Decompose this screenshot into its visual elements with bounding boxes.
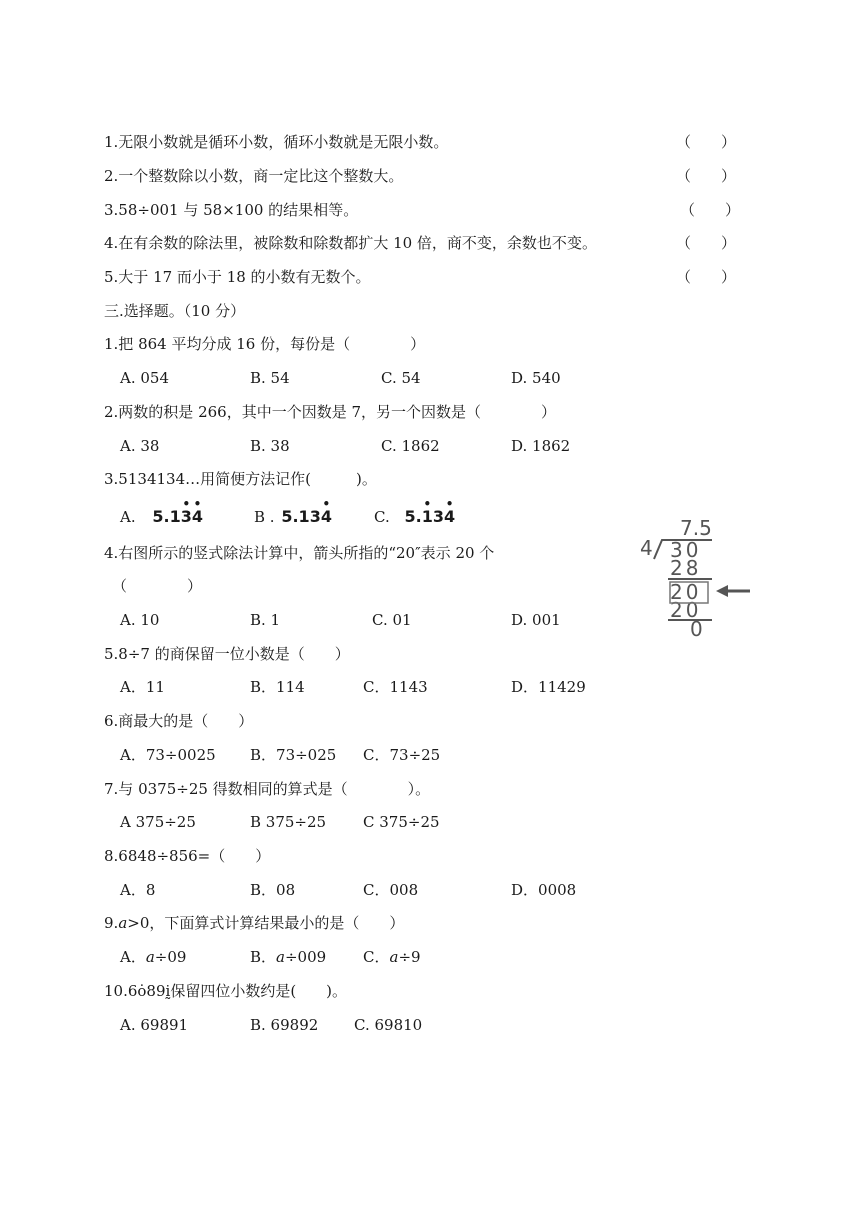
judgement-item-3: 3.58÷001 与 58×100 的结果相等。	[104, 201, 359, 219]
q1-option-a[interactable]: A. 054	[120, 369, 169, 387]
judgement-item-1: 1.无限小数就是循环小数，循环小数就是无限小数。	[104, 133, 449, 151]
q5-option-d[interactable]: D．11429	[511, 678, 586, 696]
answer-paren-4[interactable]: （ ）	[676, 234, 737, 252]
q9-option-a[interactable]: A．a÷09	[120, 948, 187, 966]
q8-option-b[interactable]: B．08	[250, 881, 296, 899]
question-2: 2.两数的积是 266，其中一个因数是 7，另一个因数是（ ）	[104, 403, 557, 421]
q3-option-b-number: 5.13 • 4	[281, 497, 332, 526]
q1-option-d[interactable]: D. 540	[511, 369, 561, 387]
q8-option-a[interactable]: A．8	[120, 881, 156, 899]
q3-option-c-label: C.	[374, 508, 390, 526]
q4-option-c[interactable]: C. 01	[372, 611, 412, 629]
question-1: 1.把 864 平均分成 16 份，每份是（ ）	[104, 335, 426, 353]
q10-option-a[interactable]: A. 69891	[120, 1016, 189, 1034]
answer-paren-2[interactable]: （ ）	[676, 167, 737, 185]
question-3: 3.5134134…用简便方法记作( )。	[104, 470, 377, 488]
arrow-icon	[716, 585, 750, 597]
question-5: 5.8÷7 的商保留一位小数是（ ）	[104, 645, 350, 663]
q9-option-b[interactable]: B．a÷009	[250, 948, 327, 966]
division-final: 0	[690, 617, 703, 640]
q4-option-d[interactable]: D. 001	[511, 611, 561, 629]
q10-option-c[interactable]: C. 69810	[354, 1016, 423, 1034]
question-8: 8.6848÷856=（ ）	[104, 847, 271, 865]
answer-paren-1[interactable]: （ ）	[676, 133, 737, 151]
q2-option-d[interactable]: D. 1862	[511, 437, 571, 455]
q10-option-b[interactable]: B. 69892	[250, 1016, 319, 1034]
answer-paren-3[interactable]: （ ）	[680, 201, 741, 219]
q4-option-a[interactable]: A. 10	[120, 611, 160, 629]
q4-option-b[interactable]: B. 1	[250, 611, 281, 629]
question-6: 6.商最大的是（ ）	[104, 712, 254, 730]
question-4-paren[interactable]: （ ）	[112, 577, 203, 595]
q9-option-c[interactable]: C．a÷9	[363, 948, 421, 966]
q1-option-b[interactable]: B. 54	[250, 369, 290, 387]
answer-paren-5[interactable]: （ ）	[676, 268, 737, 286]
q7-option-b[interactable]: B 375÷25	[250, 813, 327, 831]
question-7: 7.与 0375÷25 得数相同的算式是（ ）。	[104, 780, 431, 798]
q3-option-a-label: A.	[120, 508, 136, 526]
q2-option-a[interactable]: A. 38	[120, 437, 160, 455]
judgement-item-5: 5.大于 17 而小于 18 的小数有无数个。	[104, 268, 371, 286]
question-9: 9.a>0，下面算式计算结果最小的是（ ）	[104, 914, 405, 932]
q6-option-b[interactable]: B．73÷025	[250, 746, 337, 764]
q7-option-c[interactable]: C 375÷25	[363, 813, 440, 831]
long-division-figure	[640, 515, 750, 640]
division-divisor: 4	[640, 536, 653, 560]
q8-option-d[interactable]: D．0008	[511, 881, 577, 899]
q6-option-c[interactable]: C．73÷25	[363, 746, 441, 764]
q3-option-b-label: B .	[254, 508, 275, 526]
q8-option-c[interactable]: C．008	[363, 881, 419, 899]
division-dividend: 30	[670, 538, 702, 562]
q1-option-c[interactable]: C. 54	[381, 369, 421, 387]
q3-option-c-number: 5. • 13 • 4	[404, 497, 456, 526]
section-title: 三.选择题。（10 分）	[104, 302, 246, 320]
division-quotient: 7.5	[680, 516, 712, 540]
q3-option-b[interactable]	[254, 497, 332, 527]
q2-option-c[interactable]: C. 1862	[381, 437, 440, 455]
q3-option-a-number: 5.1 • 3 • 4	[152, 497, 204, 526]
q5-option-c[interactable]: C．1143	[363, 678, 428, 696]
q7-option-a[interactable]: A 375÷25	[120, 813, 196, 831]
question-4: 4.右图所示的竖式除法计算中，箭头所指的“20″表示 20 个	[104, 544, 495, 562]
division-remainder: 20	[670, 580, 702, 604]
q3-option-c[interactable]	[374, 497, 456, 527]
division-step2: 20	[670, 598, 702, 622]
q2-option-b[interactable]: B. 38	[250, 437, 290, 455]
q6-option-a[interactable]: A．73÷0025	[120, 746, 216, 764]
q3-option-a[interactable]	[120, 497, 204, 527]
judgement-item-2: 2.一个整数除以小数，商一定比这个整数大。	[104, 167, 404, 185]
judgement-item-4: 4.在有余数的除法里，被除数和除数都扩大 10 倍，商不变，余数也不变。	[104, 234, 597, 252]
q5-option-a[interactable]: A．11	[120, 678, 165, 696]
division-step1: 28	[670, 556, 702, 580]
q5-option-b[interactable]: B．114	[250, 678, 305, 696]
question-10: 10.6ȯ89ḭ保留四位小数约是( )。	[104, 982, 348, 1000]
